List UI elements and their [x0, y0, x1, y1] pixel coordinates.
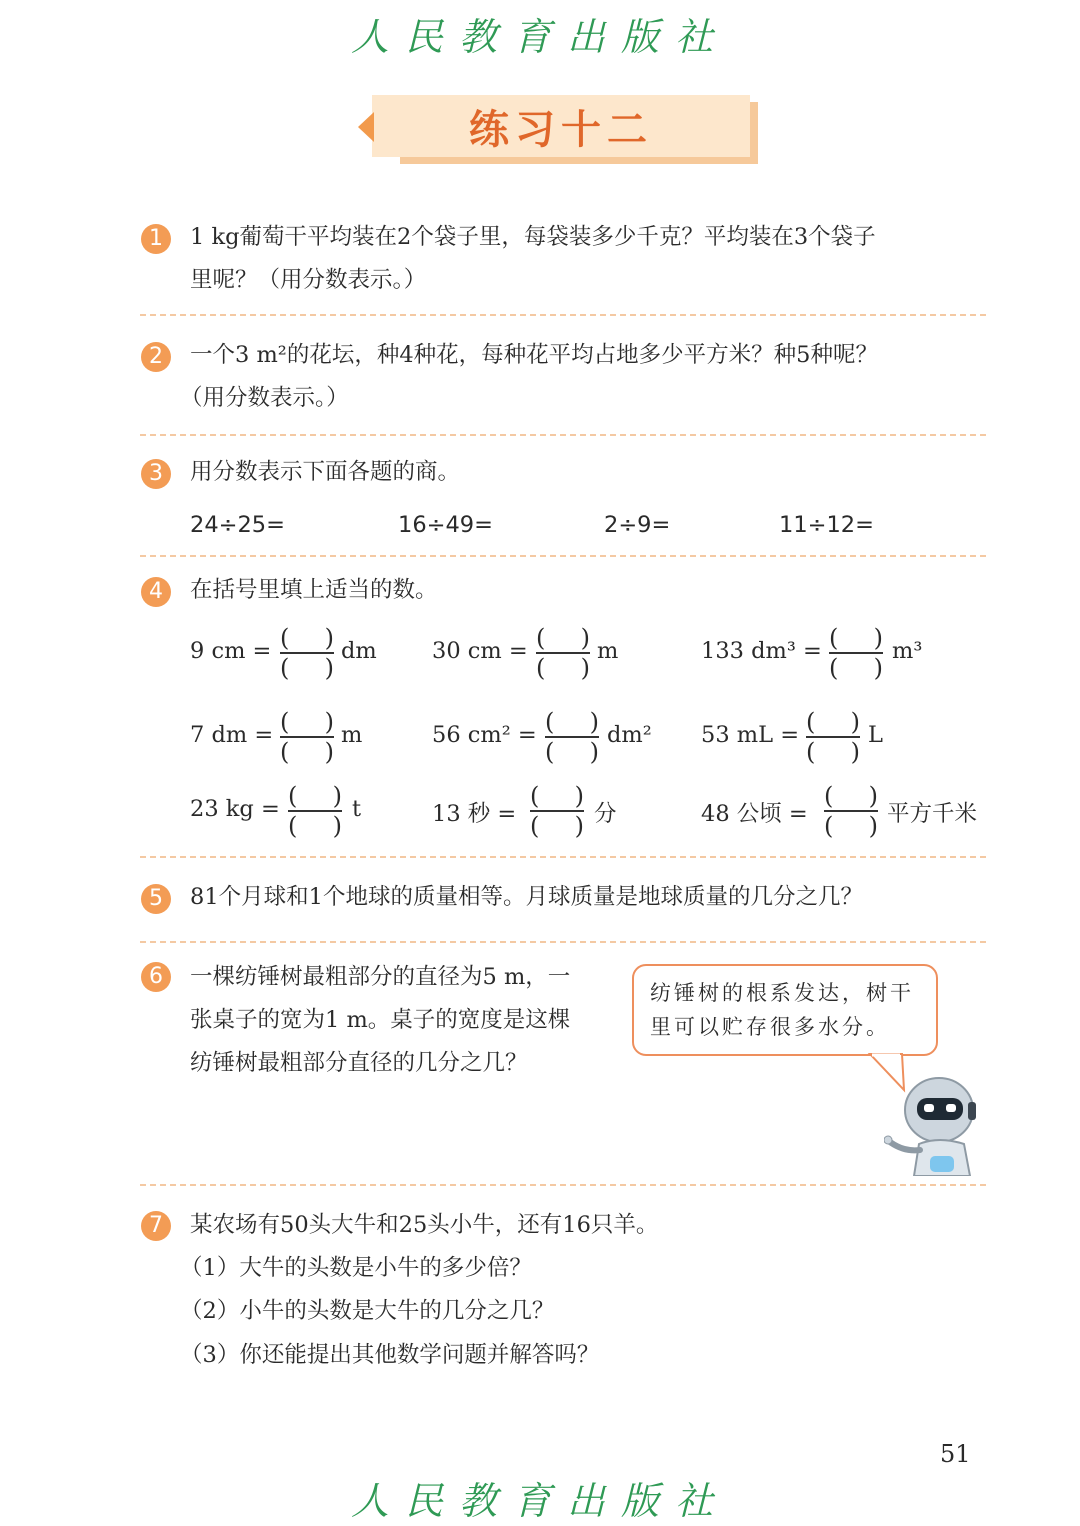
page-number: 51 [940, 1440, 971, 1468]
fraction-blank[interactable]: ( ) ( ) [806, 708, 860, 766]
problem-7-question-1: （1）大牛的头数是小牛的多少倍？ [180, 1255, 532, 1281]
problem-4-line-1: 在括号里填上适当的数。 [190, 577, 438, 603]
problem-7-question-3: （3）你还能提出其他数学问题并解答吗？ [180, 1342, 600, 1368]
conversion-left: 53 mL = [701, 722, 800, 748]
publisher-logo-bottom: 人民教育出版社 [350, 1479, 729, 1523]
problem-1-line-2: 里呢？（用分数表示。） [190, 267, 427, 293]
problem-3-line-1: 用分数表示下面各题的商。 [190, 459, 461, 485]
problem-6-line-2: 张桌子的宽为1 m。桌子的宽度是这棵 [190, 1007, 571, 1033]
conversion-left: 133 dm³ = [701, 638, 822, 664]
fraction-blank[interactable]: ( ) ( ) [829, 624, 883, 682]
fraction-blank[interactable]: ( ) ( ) [288, 782, 342, 840]
fraction-blank[interactable]: ( ) ( ) [545, 708, 599, 766]
conversion-unit: m³ [892, 638, 923, 664]
problem-number-1: 1 [141, 224, 171, 254]
fraction-blank[interactable]: ( ) ( ) [280, 708, 334, 766]
fraction-blank[interactable]: ( ) ( ) [536, 624, 590, 682]
conversion-left: 48 公顷 = [701, 801, 808, 827]
separator [140, 856, 986, 858]
conversion-left: 13 秒 = [432, 801, 517, 827]
problem-7-line-1: 某农场有50头大牛和25头小牛，还有16只羊。 [190, 1212, 659, 1238]
conversion-unit: dm [341, 638, 377, 664]
conversion-unit: 平方千米 [887, 801, 978, 827]
conversion-unit: m [341, 722, 363, 748]
fraction-blank[interactable]: ( ) ( ) [824, 782, 878, 840]
division-item: 2÷9= [604, 512, 671, 538]
division-item: 24÷25= [190, 512, 285, 538]
problem-6-line-1: 一棵纺锤树最粗部分的直径为5 m，一 [190, 964, 571, 990]
conversion-left: 7 dm = [190, 722, 274, 748]
separator [140, 434, 986, 436]
separator [140, 1184, 986, 1186]
problem-number-2: 2 [141, 342, 171, 372]
bubble-line-2: 里可以贮存很多水分。 [650, 1015, 890, 1039]
problem-2-line-1: 一个3 m²的花坛，种4种花，每种花平均占地多少平方米？种5种呢？ [190, 342, 878, 368]
conversion-unit: L [868, 722, 883, 748]
bubble-line-1: 纺锤树的根系发达，树干 [650, 981, 914, 1005]
fraction-blank[interactable]: ( ) ( ) [530, 782, 584, 840]
problem-5-line-1: 81个月球和1个地球的质量相等。月球质量是地球质量的几分之几？ [190, 884, 863, 910]
conversion-left: 30 cm = [432, 638, 528, 664]
conversion-unit: 分 [594, 801, 617, 827]
division-item: 16÷49= [398, 512, 493, 538]
fraction-blank[interactable]: ( ) ( ) [280, 624, 334, 682]
conversion-left: 56 cm² = [432, 722, 537, 748]
problem-6-line-3: 纺锤树最粗部分直径的几分之几？ [190, 1050, 528, 1076]
problem-number-3: 3 [141, 459, 171, 489]
problem-number-4: 4 [141, 577, 171, 607]
conversion-unit: m [597, 638, 619, 664]
problem-1-line-1: 1 kg葡萄干平均装在2个袋子里，每袋装多少千克？平均装在3个袋子 [190, 224, 876, 250]
problem-number-7: 7 [141, 1211, 171, 1241]
separator [140, 314, 986, 316]
problem-7-question-2: （2）小牛的头数是大牛的几分之几？ [180, 1298, 555, 1324]
problem-number-6: 6 [141, 962, 171, 992]
conversion-unit: dm² [607, 722, 652, 748]
conversion-left: 9 cm = [190, 638, 272, 664]
speech-bubble [632, 964, 938, 1056]
division-item: 11÷12= [779, 512, 874, 538]
problem-2-line-2: （用分数表示。） [180, 385, 349, 411]
robot-mascot-icon [884, 1072, 984, 1176]
page-title: 练习十二 [469, 106, 653, 153]
conversion-left: 23 kg = [190, 796, 280, 822]
separator [140, 941, 986, 943]
separator [140, 555, 986, 557]
conversion-unit: t [352, 796, 362, 822]
problem-number-5: 5 [141, 884, 171, 914]
publisher-logo-top: 人民教育出版社 [350, 15, 729, 59]
